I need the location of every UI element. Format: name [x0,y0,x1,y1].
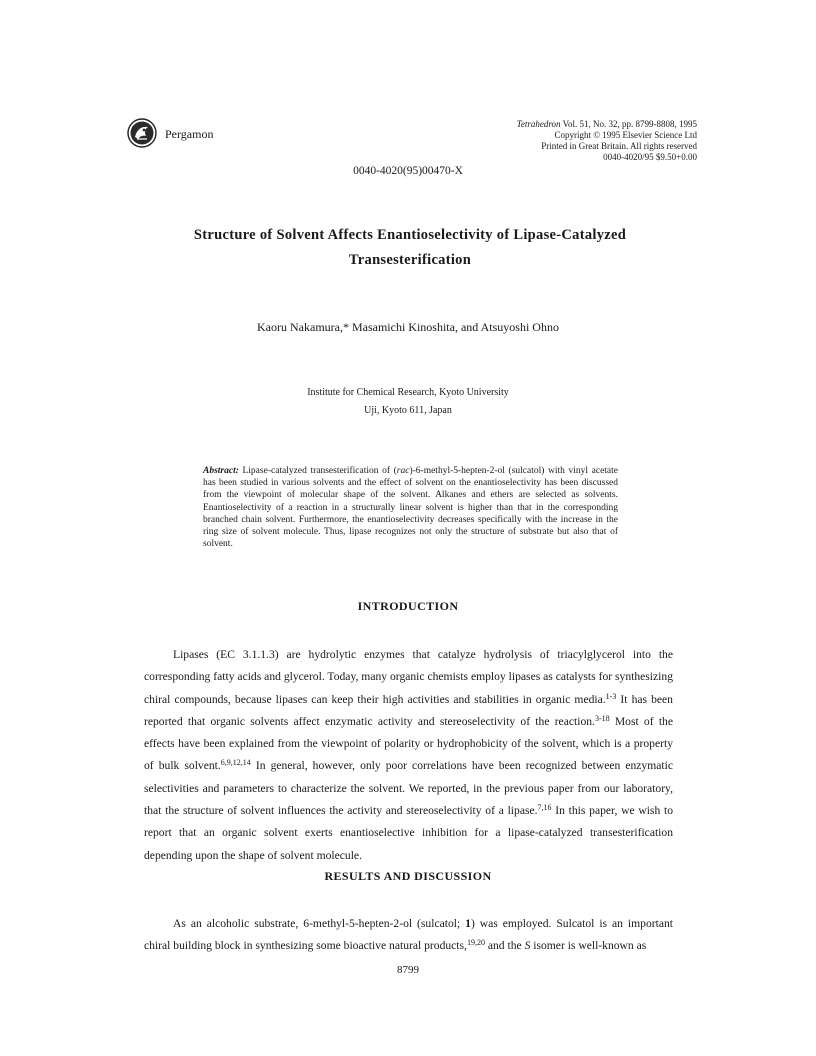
abstract-text-1: Lipase-catalyzed transesterification of ( [238,466,397,476]
title-line-2: Transesterification [348,252,472,268]
intro-text-1: Lipases (EC 3.1.1.3) are hydrolytic enzymes that catalyze hydrolysis of triacylglycerol into the corresponding fatty acids and glycerol. Today, many organic chemists employ lipases as catalysts for synthesizing chiral compounds, because lipases can keep their high activities and stabilities in organic media. [144,648,673,706]
paper-title [150,223,670,273]
abstract-label: Abstract: [203,466,239,476]
affiliation-line-2: Uji, Kyoto 611, Japan [364,405,452,416]
journal-info [517,119,697,163]
affiliation-line-1: Institute for Chemical Research, Kyoto University [307,387,509,398]
results-text-1: As an alcoholic substrate, 6-methyl-5-hepten-2-ol (sulcatol; [173,917,466,930]
intro-ref-1: 1-3 [605,691,617,701]
doi: 0040-4020(95)00470-X [353,165,463,177]
page-number: 8799 [397,964,419,976]
title-line-1: Structure of Solvent Affects Enantioselectivity of Lipase-Catalyzed [193,227,627,243]
abstract [203,465,618,550]
results-ref-1: 19,20 [466,938,485,948]
introduction-heading: INTRODUCTION [357,599,459,613]
results-text-3: and the [484,939,525,953]
results-heading: RESULTS AND DISCUSSION [324,869,492,883]
issn-line: 0040-4020/95 $9.50+0.00 [603,152,697,162]
introduction-paragraph [144,644,673,867]
abstract-rac: rac [396,466,410,476]
intro-text-2: It has been reported that organic solvents affect enzymatic activity and stereoselectivity of the reaction. [144,692,673,728]
journal-name: Tetrahedron [516,119,561,129]
abstract-text-2: )-6-methyl-5-hepten-2-ol (sulcatol) with vinyl acetate has been studied in various solvents and the effect of solvent on the enantioselectivity has been discussed from the viewpoint of molecular shape of the solvent. Alkanes and ethers are selected as solvents. Enantioselectivity of a reaction in a structurally linear solvent is higher than that in the corresponding branched chain solvent. Furthermore, the enantioselectivity decreases specifically with the increase in the ring size of solvent molecule. Thus, lipase recognizes not only the structure of substrate but also that of solvent. [203,466,618,550]
authors: Kaoru Nakamura,* Masamichi Kinoshita, and Atsuyoshi Ohno [257,320,559,334]
pergamon-logo-icon [127,118,157,148]
intro-ref-2: 3-18 [594,713,610,723]
copyright-line: Copyright © 1995 Elsevier Science Ltd [554,130,697,140]
results-paragraph [144,913,673,958]
intro-text-5: In this paper, we wish to report that an organic solvent exerts enantioselective inhibition for a lipase-catalyzed transesterification depending upon the shape of solvent molecule. [144,804,673,862]
printed-line: Printed in Great Britain. All rights reserved [541,141,697,151]
results-text-4: isomer is well-known as [530,939,647,953]
compound-number: 1 [465,917,471,930]
intro-ref-4: 7,16 [537,803,552,813]
intro-ref-3: 6,9,12,14 [220,758,251,768]
results-text-2: ) was employed. Sulcatol is an important chiral building block in synthesizing some bioactive natural products, [144,917,674,953]
isomer-label: S [524,939,531,953]
journal-citation [517,119,697,130]
publisher-name: Pergamon [165,127,214,141]
journal-volume: Vol. 51, No. 32, pp. 8799-8808, 1995 [560,119,697,129]
intro-text-3: Most of the effects have been explained from the viewpoint of polarity or hydrophobicity of the solvent, which is a property of bulk solvent. [144,714,673,773]
affiliation [0,384,816,420]
intro-text-4: In general, however, only poor correlations have been recognized between enzymatic selectivities and parameters to characterize the solvent. We reported, in the previous paper from our laboratory, that the structure of solvent influences the activity and stereoselectivity of a lipase. [144,759,673,818]
